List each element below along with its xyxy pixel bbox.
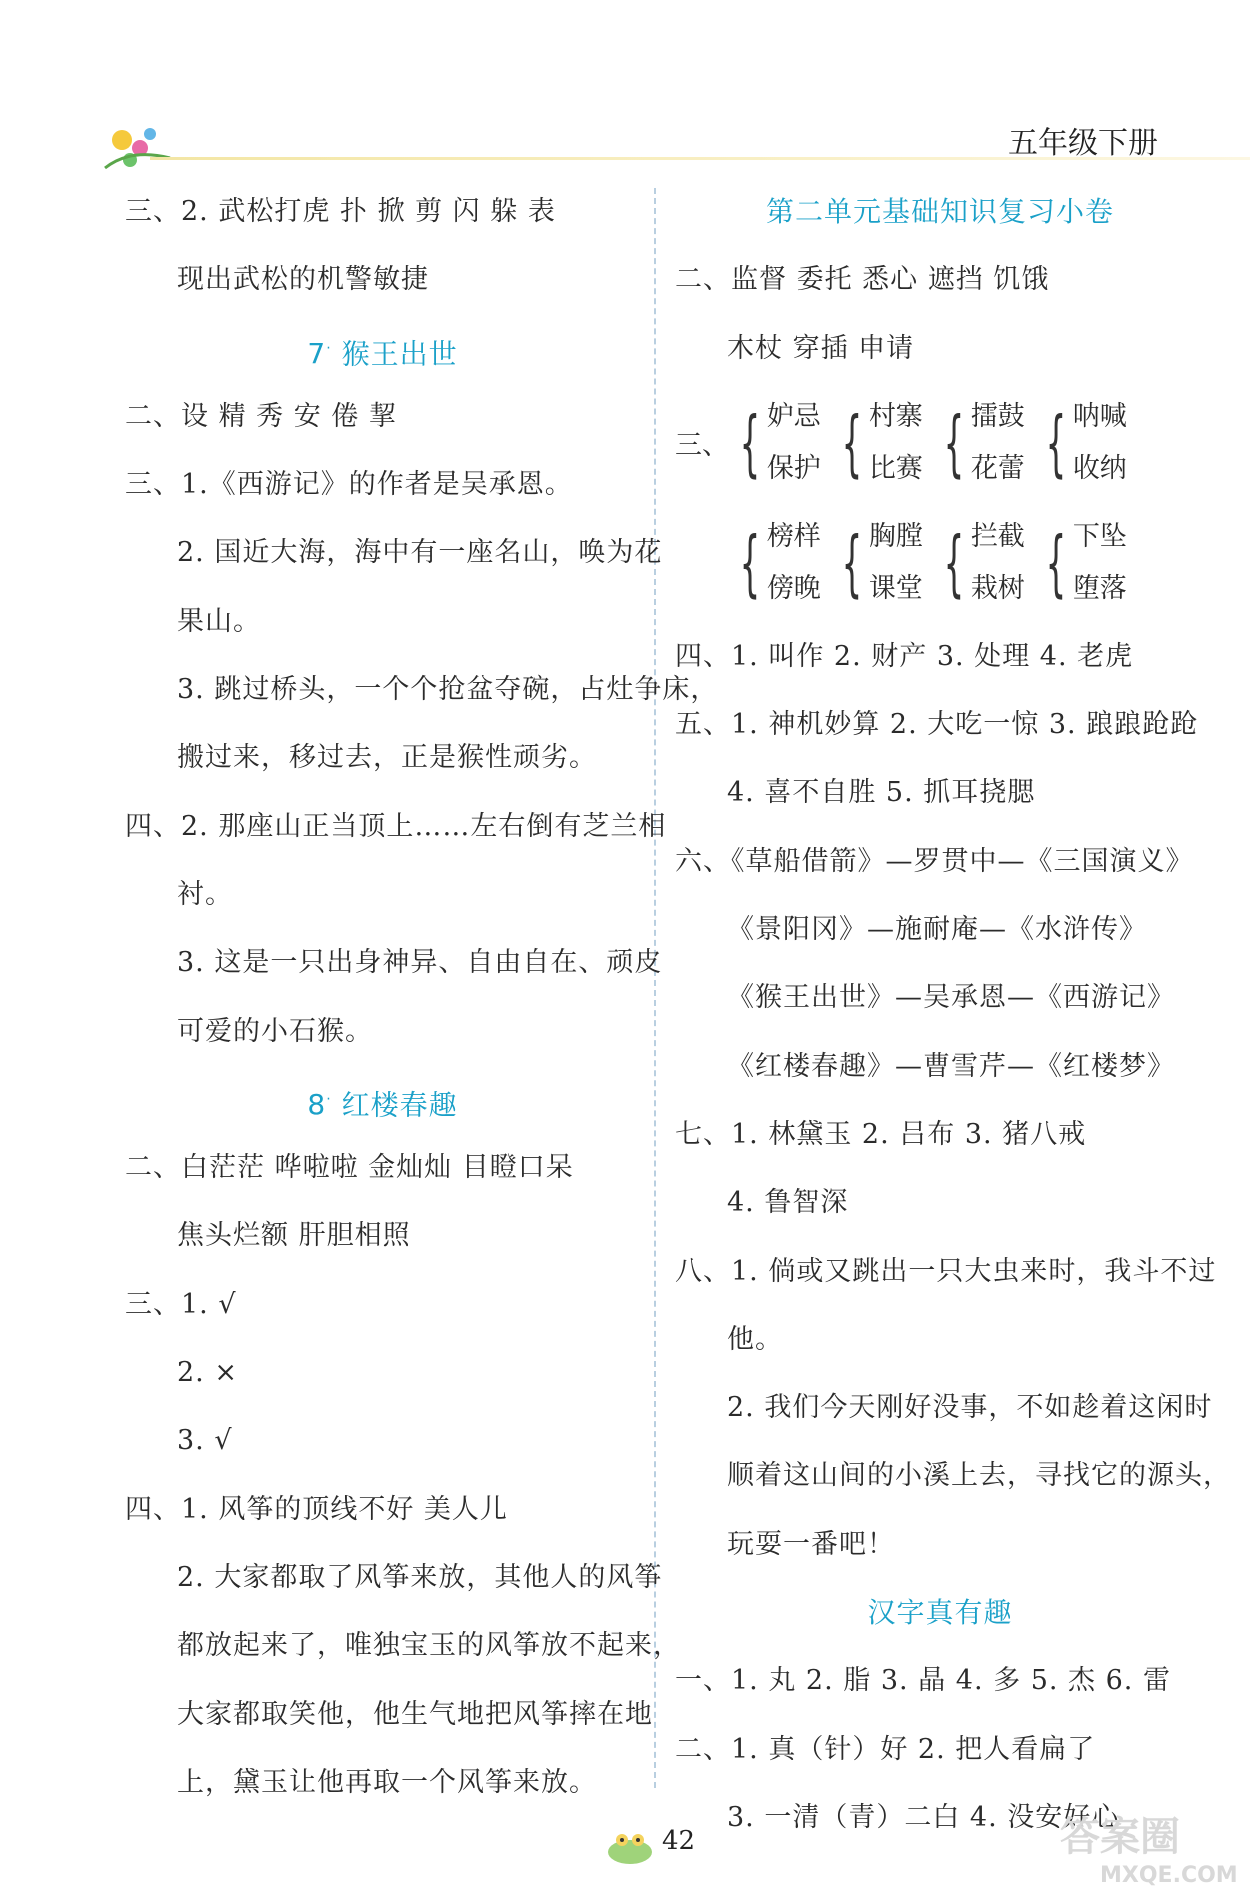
left-column xyxy=(125,178,719,1817)
answer-line: 2. 我们今天刚好没事，不如趁着这闲时 xyxy=(727,1392,1213,1424)
word-pair xyxy=(1033,522,1135,604)
answer-line: 《红楼春趣》—曹雪芹—《红楼梦》 xyxy=(727,1050,1175,1082)
word: 下坠 xyxy=(1072,520,1127,552)
word-pair xyxy=(727,522,829,604)
word-pair xyxy=(829,402,931,484)
brace-icon: { xyxy=(739,400,761,485)
word: 保护 xyxy=(766,452,821,484)
page-number: 42 xyxy=(662,1826,696,1856)
answer-line: 果山。 xyxy=(177,605,261,637)
watermark-logo xyxy=(1050,1800,1250,1890)
answer-line: 八、1. 倘或又跳出一只大虫来时，我斗不过 xyxy=(675,1255,1217,1287)
answer-line: 四、1. 叫作 2. 财产 3. 处理 4. 老虎 xyxy=(675,640,1134,672)
answer-line: 《景阳冈》—施耐庵—《水浒传》 xyxy=(727,914,1147,946)
question-number: 三、 xyxy=(675,430,729,462)
answer-line: 三、1. √ xyxy=(125,1288,237,1320)
answer-line: 木杖 穿插 申请 xyxy=(727,332,915,364)
answer-line: 顺着这山间的小溪上去，寻找它的源头， xyxy=(727,1460,1231,1492)
right-column xyxy=(675,178,1231,1852)
header-flower-decoration-icon xyxy=(100,118,180,176)
answer-line: 3. √ xyxy=(177,1425,233,1457)
word: 堕落 xyxy=(1072,572,1127,604)
section-title: 8· 红楼春趣 xyxy=(307,1088,458,1122)
word: 胸膛 xyxy=(868,520,923,552)
word: 呐喊 xyxy=(1072,400,1127,432)
word: 村寨 xyxy=(868,400,923,432)
word: 妒忌 xyxy=(766,400,821,432)
answer-line: 大家都取笑他，他生气地把风筝摔在地 xyxy=(177,1698,653,1730)
word: 擂鼓 xyxy=(970,400,1025,432)
svg-text:答案圈: 答案圈 xyxy=(1060,1814,1180,1860)
answer-line: 二、1. 真（针）好 2. 把人看扁了 xyxy=(675,1733,1096,1765)
word: 榜样 xyxy=(766,520,821,552)
answer-line: 二、监督 委托 悉心 遮挡 饥饿 xyxy=(675,264,1050,296)
section-number: 7· xyxy=(307,336,332,370)
answer-line: 2. 大家都取了风筝来放，其他人的风筝 xyxy=(177,1561,663,1593)
answer-line: 《猴王出世》—吴承恩—《西游记》 xyxy=(727,982,1175,1014)
section-number: 8· xyxy=(307,1088,332,1122)
brace-icon: { xyxy=(841,400,863,485)
word-pair-row xyxy=(675,383,1205,503)
brace-icon: { xyxy=(1045,400,1067,485)
word: 花蕾 xyxy=(970,452,1025,484)
answer-line: 四、1. 风筝的顶线不好 美人儿 xyxy=(125,1493,508,1525)
answer-line: 他。 xyxy=(727,1323,783,1355)
answer-line: 3. 这是一只出身神异、自由自在、顽皮 xyxy=(177,947,663,979)
word-pair xyxy=(1033,402,1135,484)
answer-line: 四、2. 那座山正当顶上……左右倒有芝兰相 xyxy=(125,810,667,842)
answer-line: 二、白茫茫 哗啦啦 金灿灿 目瞪口呆 xyxy=(125,1152,574,1184)
answer-line: 4. 鲁智深 xyxy=(727,1187,849,1219)
answer-line: 二、设 精 秀 安 倦 挈 xyxy=(125,400,397,432)
answer-line: 玩耍一番吧！ xyxy=(727,1528,895,1560)
brace-icon: { xyxy=(739,520,761,605)
word-pair xyxy=(727,402,829,484)
brace-icon: { xyxy=(943,520,965,605)
word-pair xyxy=(931,522,1033,604)
answer-line: 七、1. 林黛玉 2. 吕布 3. 猪八戒 xyxy=(675,1118,1087,1150)
answer-line: 搬过来，移过去，正是猴性顽劣。 xyxy=(177,742,597,774)
word-pair xyxy=(829,522,931,604)
svg-text:MXQE.COM: MXQE.COM xyxy=(1100,1863,1238,1888)
unit-review-title: 第二单元基础知识复习小卷 xyxy=(765,195,1114,228)
word: 比赛 xyxy=(868,452,923,484)
answer-line: 上，黛玉让他再取一个风筝来放。 xyxy=(177,1766,597,1798)
answer-line: 可爱的小石猴。 xyxy=(177,1015,373,1047)
answer-line: 都放起来了，唯独宝玉的风筝放不起来， xyxy=(177,1630,681,1662)
answer-line: 现出武松的机警敏捷 xyxy=(177,264,429,296)
word: 栽树 xyxy=(970,572,1025,604)
answer-line: 六、《草船借箭》—罗贯中—《三国演义》 xyxy=(675,845,1194,877)
word-pair xyxy=(931,402,1033,484)
answer-line: 2. × xyxy=(177,1357,238,1389)
answer-line: 3. 一清（青）二白 4. 没安好心 xyxy=(727,1801,1120,1833)
section-title: 7· 猴王出世 xyxy=(307,336,458,370)
answer-line: 焦头烂额 肝胆相照 xyxy=(177,1220,411,1252)
word: 拦截 xyxy=(970,520,1025,552)
answer-line: 五、1. 神机妙算 2. 大吃一惊 3. 踉踉跄跄 xyxy=(675,709,1199,741)
word: 课堂 xyxy=(868,572,923,604)
answer-line: 三、1.《西游记》的作者是吴承恩。 xyxy=(125,469,573,501)
frog-decoration-icon xyxy=(600,1820,660,1870)
answer-line: 4. 喜不自胜 5. 抓耳挠腮 xyxy=(727,777,1036,809)
answer-line: 衬。 xyxy=(177,878,233,910)
grade-label: 五年级下册 xyxy=(1008,126,1158,161)
word-pair-row xyxy=(675,503,1205,623)
brace-icon: { xyxy=(1045,520,1067,605)
answer-line: 2. 国近大海，海中有一座名山，唤为花 xyxy=(177,537,663,569)
answer-line: 一、1. 丸 2. 脂 3. 晶 4. 多 5. 杰 6. 雷 xyxy=(675,1665,1171,1697)
brace-icon: { xyxy=(943,400,965,485)
section-title: 汉字真有趣 xyxy=(867,1596,1013,1630)
answer-line: 三、2. 武松打虎 扑 掀 剪 闪 躲 表 xyxy=(125,196,556,227)
word: 傍晚 xyxy=(766,572,821,604)
answer-line: 3. 跳过桥头，一个个抢盆夺碗，占灶争床， xyxy=(177,674,719,706)
word: 收纳 xyxy=(1072,452,1127,484)
brace-icon: { xyxy=(841,520,863,605)
